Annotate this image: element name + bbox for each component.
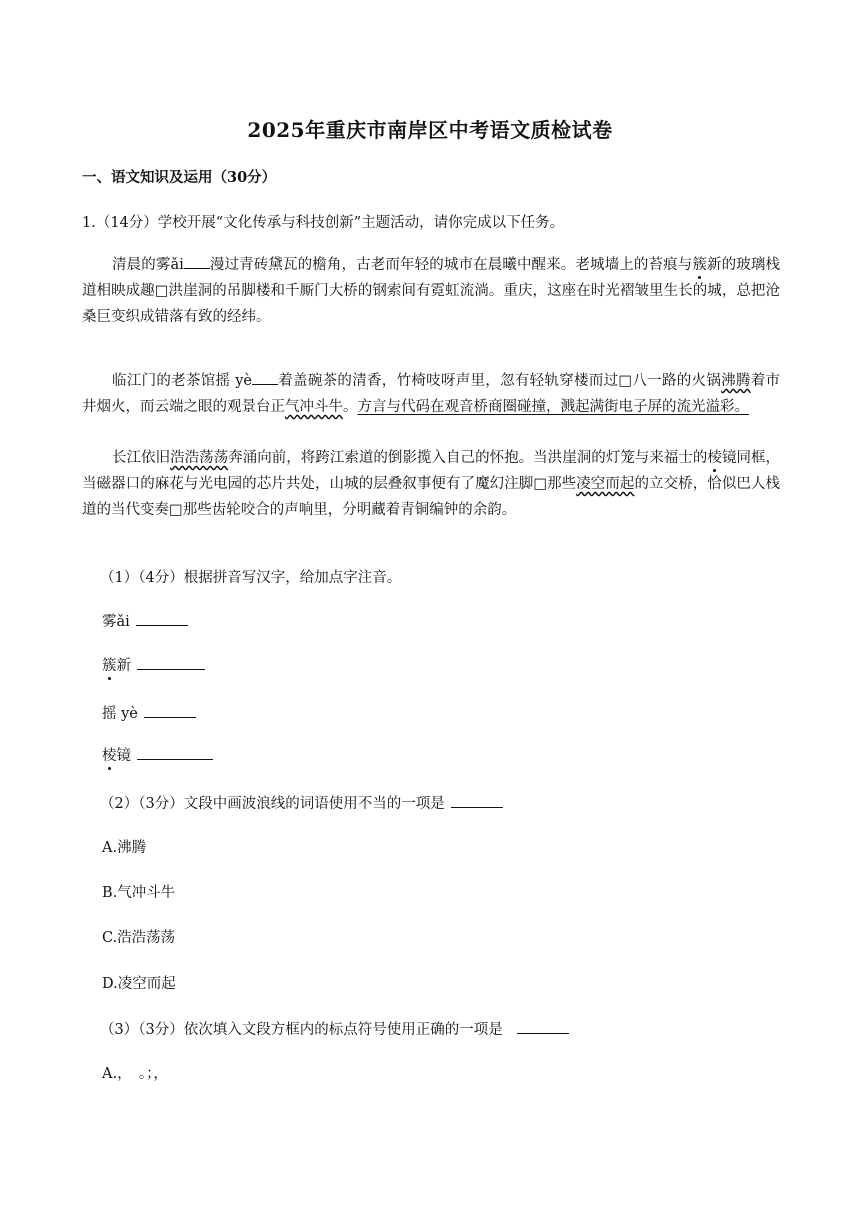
answer-line-1: [102, 610, 188, 631]
text-span: 清晨的雾ǎi: [112, 257, 184, 273]
wavy-underlined-word: 浩浩荡荡: [170, 450, 229, 466]
text-span: 镜同框，当磁器口的麻花与光电园的芯片共处，山城的层叠叙事便有了魔幻注脚□那些: [82, 450, 781, 492]
text-span: 长江依旧: [112, 450, 171, 466]
prompt-label: 摇 yè: [102, 706, 138, 722]
question-1-intro: 1.（14分）学校开展“文化传承与科技创新”主题活动，请你完成以下任务。: [82, 215, 565, 231]
sub-question-3: [100, 1018, 569, 1039]
section-heading: 一、语文知识及运用（30分）: [82, 169, 277, 186]
fill-blank: [184, 254, 210, 269]
answer-line-2: [102, 654, 205, 675]
dotted-char: 簇: [692, 257, 708, 273]
answer-line-4: [102, 744, 213, 765]
text-span: 奔涌向前，将跨江索道的倒影揽入自己的怀抱。当洪崖洞的灯笼与来福士的: [228, 450, 708, 466]
fill-blank: [252, 370, 278, 385]
text-span: 漫过青砖黛瓦的檐角，古老而年轻的城市在晨曦中醒来。老城墙上的苔痕与: [209, 257, 693, 273]
wavy-underlined-word: 沸腾: [721, 373, 751, 389]
dotted-char: 棱: [707, 450, 722, 466]
text-span: 新的玻璃栈道相映成趣□洪崖洞的吊脚楼和千厮门大桥的钢索间有霓虹流淌。重庆，这座在时光褶皱里生长的城，总把沧桑巨变织成错落有致的经纬。: [82, 257, 781, 325]
text-span: 着市井烟火，而云端之眼的观景台正: [82, 373, 781, 415]
answer-blank: [451, 793, 503, 808]
wavy-underlined-word: 气冲斗牛: [285, 399, 343, 415]
wavy-underlined-word: 凌空而起: [576, 476, 635, 492]
page-title: 2025年重庆市南岸区中考语文质检试卷: [247, 118, 613, 142]
sub-question-1-stem: （1）（4分）根据拼音写汉字，给加点字注音。: [100, 570, 402, 586]
dotted-char: 簇: [102, 658, 117, 674]
passage-paragraph-2: [82, 368, 780, 420]
dotted-char: 棱: [102, 748, 117, 764]
prompt-label: 新: [116, 658, 131, 674]
option-d: D.凌空而起: [102, 976, 176, 992]
prompt-label: 镜: [116, 748, 131, 764]
answer-blank: [136, 611, 188, 626]
answer-blank: [137, 745, 213, 760]
option-a: A.沸腾: [102, 840, 147, 856]
answer-line-3: [102, 702, 196, 723]
text-span: 的立交桥，恰似巴人栈道的当代变奏□那些齿轮咬合的声响里，分明藏着青铜编钟的余韵。: [82, 476, 781, 518]
prompt-label: 雾ǎi: [102, 614, 130, 630]
answer-blank: [137, 655, 205, 670]
text-span: 。: [343, 399, 358, 415]
answer-blank: [144, 703, 196, 718]
underlined-sentence: 方言与代码在观音桥商圈碰撞，溅起满街电子屏的流光溢彩。: [357, 399, 749, 415]
passage-paragraph-3: [82, 445, 780, 523]
text-span: 着盖碗茶的清香，竹椅吱呀声里，忽有轻轨穿楼而过□八一路的火锅: [277, 373, 722, 389]
answer-blank: [517, 1019, 569, 1034]
sub-question-3-stem: （3）（3分）依次填入文段方框内的标点符号使用正确的一项是: [100, 1022, 503, 1038]
option-b: B.气冲斗牛: [102, 885, 176, 901]
sub-question-2-stem: （2）（3分）文段中画波浪线的词语使用不当的一项是: [100, 796, 445, 812]
passage-paragraph-1: [82, 252, 780, 330]
text-span: 临江门的老茶馆摇 yè: [112, 373, 252, 389]
sub-question-3-option-a: A.， 。；，: [102, 1066, 168, 1082]
option-c: C.浩浩荡荡: [102, 930, 176, 946]
sub-question-2: [100, 792, 503, 813]
